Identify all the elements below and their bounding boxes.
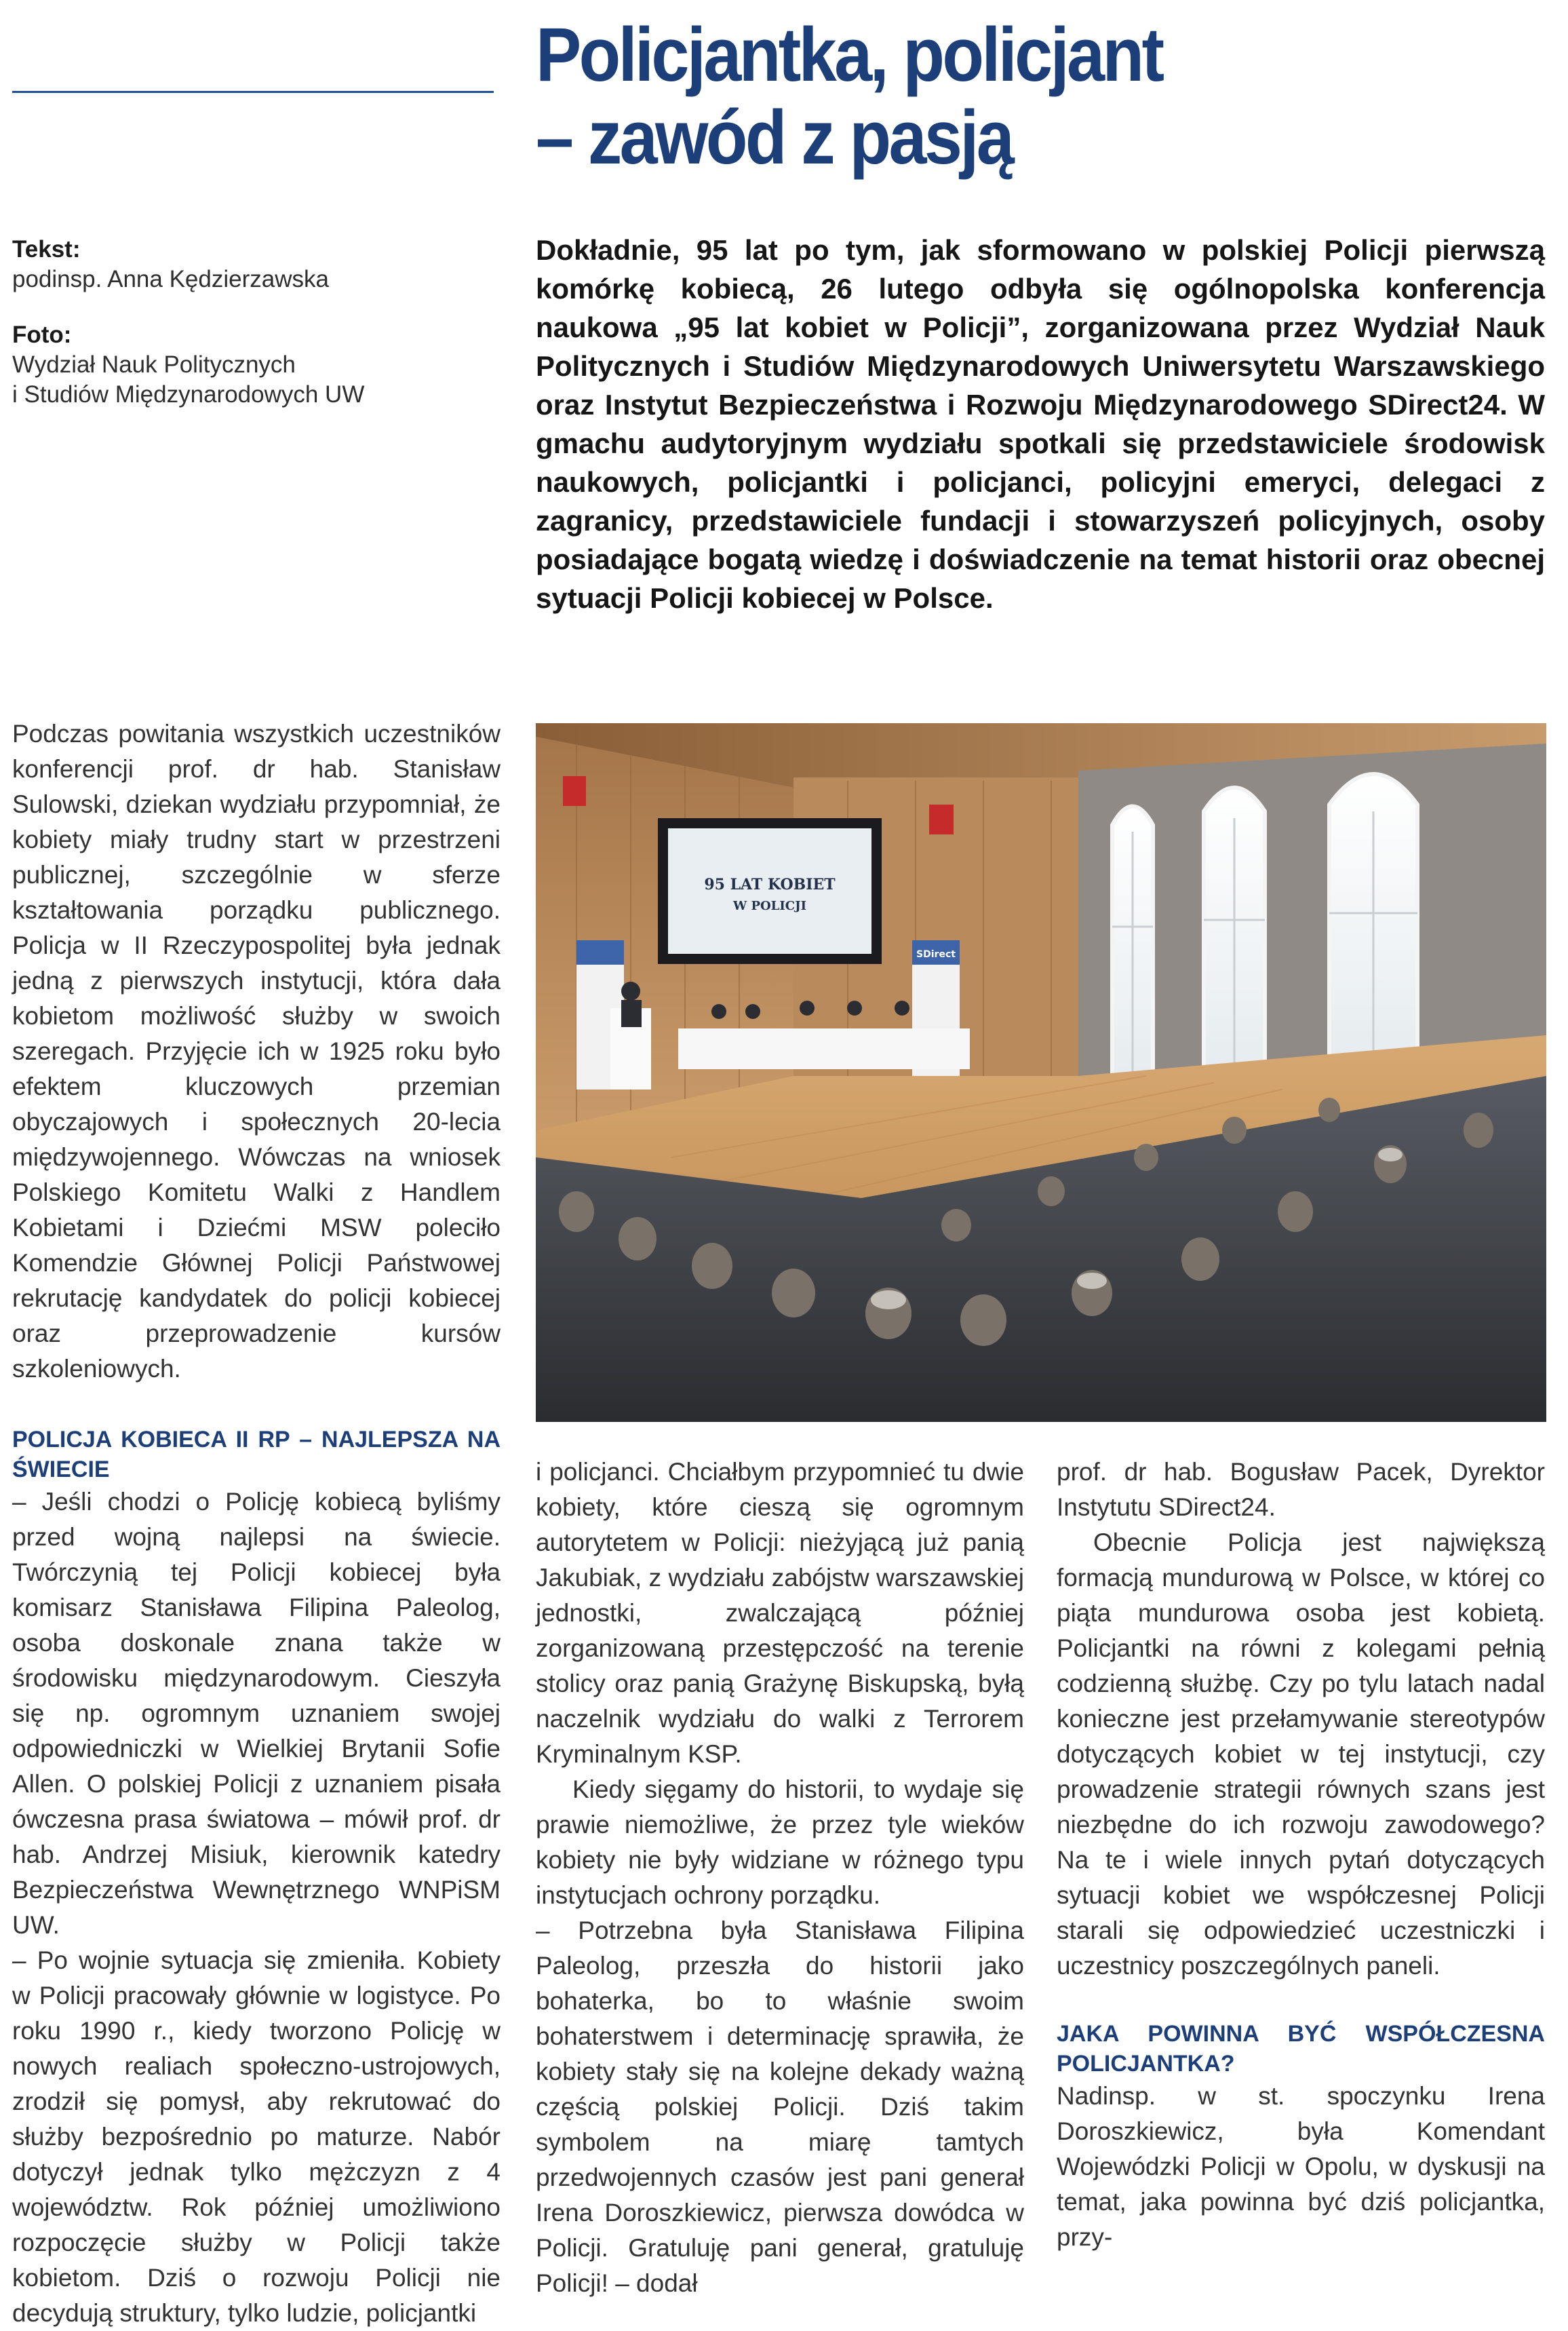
col2-paragraph-2: Kiedy sięgamy do historii, to wydaje się prawie niemożliwe, że przez tyle wieków kobiety nie były widziane w różnego typu instytucjach ochrony porządku. <box>536 1775 1024 1909</box>
photo-credit-line-2: i Studiów Międzynarodowych UW <box>12 381 365 408</box>
col2-paragraph-1: i policjanci. Chciałbym przypomnieć tu dwie kobiety, które cieszą się ogromnym autorytetem w Policji: nieżyjącą już panią Jakubiak, z wydziału zabójstw warszawskiej jednostki, zwalczającą później zorganizowaną przestępczość na terenie stolicy oraz panią Grażynę Biskupską, byłą naczelnik wydziału do walki z Terrorem Kryminalnym KSP. <box>536 1458 1024 1768</box>
text-credit-label: Tekst: <box>12 236 81 263</box>
column-3 <box>1057 1455 1545 2255</box>
header-rule <box>12 91 494 93</box>
screen-line-1: 95 LAT KOBIET <box>704 876 836 893</box>
screen-line-2: W POLICJI <box>732 899 807 913</box>
col3-paragraph-2: Obecnie Policja jest największą formacją mundurową w Polsce, w której co piąta mundurowa osoba jest kobietą. Policjantki na równi z kolegami pełnią codzienną służbę. Czy po tylu latach nadal konieczne jest przełamywanie stereotypów dotyczących kobiet w tej instytucji, czy prowadzenie strategii równych szans jest niezbędne do ich rozwoju zawodowego? Na te i wiele innych pytań dotyczących sytuacji kobiet we współczesnej Policji starali się odpowiedzieć uczestniczki i uczestnicy poszczególnych paneli. <box>1057 1528 1545 1980</box>
col3-paragraph-1: prof. dr hab. Bogusław Pacek, Dyrektor Instytutu SDirect24. <box>1057 1458 1545 1521</box>
photo-credit-label: Foto: <box>12 322 72 348</box>
text-credit-author: podinsp. Anna Kędzierzawska <box>12 266 329 292</box>
col3-paragraph-3: Nadinsp. w st. spoczynku Irena Doroszkiewicz, była Komendant Wojewódzki Policji w Opolu, w dyskusji na temat, jaka powinna być dziś policjantka, przy- <box>1057 2082 1545 2251</box>
column-2 <box>536 1455 1024 2301</box>
banner-label: SDirect <box>916 949 956 960</box>
photo-credit-line-1: Wydział Nauk Politycznych <box>12 351 296 378</box>
lead-paragraph: Dokładnie, 95 lat po tym, jak sformowano w polskiej Policji pierwszą komórkę kobiecą, 26 lutego odbyła się ogólnopolska konferencja naukowa „95 lat kobiet w Policji”, zorganizowana przez Wydział Nauk Politycznych i Studiów Międzynarodowych Uniwersytetu Warszawskiego oraz Instytut Bezpieczeństwa i Rozwoju Międzynarodowego SDirect24. W gmachu audytoryjnym wydziału spotkali się przedstawiciele środowisk naukowych, policjantki i policjanci, policyjni emeryci, delegaci z zagranicy, przedstawiciele fundacji i stowarzyszeń policyjnych, osoby posiadające bogatą wiedzę i doświadczenie na temat historii oraz obecnej sytuacji Policji kobiecej w Polsce. <box>536 234 1545 614</box>
col2-paragraph-3: – Potrzebna była Stanisława Filipina Paleolog, przeszła do historii jako bohaterka, bo to właśnie swoim bohaterstwem i determinację sprawiła, że kobiety stały się na kolejne dekady ważną częścią polskiej Policji. Dziś takim symbolem na miarę tamtych przedwojennych czasów jest pani generał Irena Doroszkiewicz, pierwsza dowódca w Policji. Gratuluję pani generał, gratuluję Policji! – dodał <box>536 1916 1024 2297</box>
col1-paragraph-3: – Po wojnie sytuacja się zmieniła. Kobiety w Policji pracowały głównie w logistyce. Po roku 1990 r., kiedy tworzono Policję w nowych realiach społeczno-ustrojowych, zrodził się pomysł, aby rekrutować do służby bezpośrednio po maturze. Nabór dotyczył jednak tylko mężczyzn z 4 województw. Rok później umożliwiono rozpoczęcie służby w Policji także kobietom. Dziś o rozwoju Policji nie decydują struktury, tylko ludzie, policjantki <box>12 1946 501 2327</box>
section-heading-1: POLICJA KOBIECA II RP – NAJLEPSZA NA ŚWIECIE <box>12 1427 501 1482</box>
conference-photo <box>536 723 1546 1422</box>
col1-paragraph-2: – Jeśli chodzi o Policję kobiecą byliśmy przed wojną najlepsi na świecie. Twórczynią tej Policji kobiecej była komisarz Stanisława Filipina Paleolog, osoba doskonale znana także w środowisku międzynarodowym. Cieszyła się np. ogromnym uznaniem swojej odpowiedniczki w Wielkiej Brytanii Sofie Allen. O polskiej Policji z uznaniem pisała ówczesna prasa światowa – mówił prof. dr hab. Andrzej Misiuk, kierownik katedry Bezpieczeństwa Wewnętrznego WNPiSM UW. <box>12 1488 501 1939</box>
title-line-2: – zawód z pasją <box>536 95 1013 180</box>
column-1 <box>12 716 501 2331</box>
section-heading-2: JAKA POWINNA BYĆ WSPÓŁCZESNA POLICJANTKA? <box>1057 2021 1545 2077</box>
col1-paragraph-1: Podczas powitania wszystkich uczestników konferencji prof. dr hab. Stanisław Sulowski, dziekan wydziału przypomniał, że kobiety miały trudny start w przestrzeni publicznej, szczególnie w sferze kształtowania porządku publicznego. Policja w II Rzeczypospolitej była jednak jedną z pierwszych instytucji, która dała kobietom możliwość służby w swoich szeregach. Przyjęcie ich w 1925 roku było efektem kluczowych przemian obyczajowych i społecznych 20-lecia międzywojennego. Wówczas na wniosek Polskiego Komitetu Walki z Handlem Kobietami i Dziećmi MSW poleciło Komendzie Głównej Policji Państwowej rekrutację kandydatek do policji kobiecej oraz przeprowadzenie kursów szkoleniowych. <box>12 720 501 1383</box>
title-line-1: Policjantka, policjant <box>536 12 1162 97</box>
credits <box>12 235 460 410</box>
article-title <box>536 14 1439 179</box>
